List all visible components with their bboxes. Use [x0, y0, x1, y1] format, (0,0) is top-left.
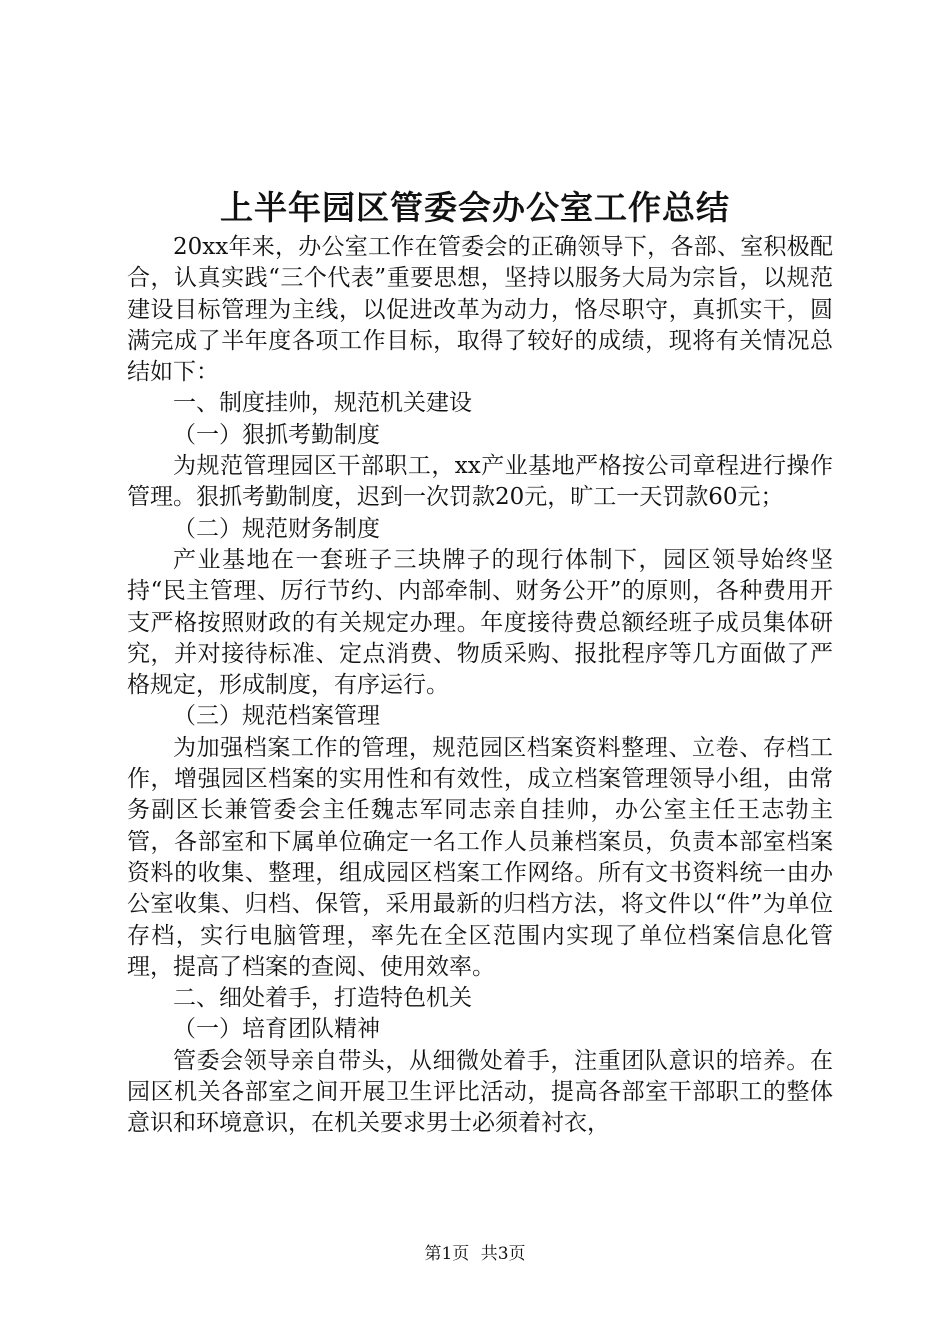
page-footer	[0, 1243, 950, 1265]
subheading-2-1: （一）培育团队精神	[173, 1016, 380, 1043]
subheading-1-2: （二）规范财务制度	[173, 515, 380, 542]
paragraph-attendance: 为规范管理园区干部职工，xx产业基地严格按公司章程进行操作管理。狠抓考勤制度，迟到一次罚款20元，旷工一天罚款60元；	[127, 453, 833, 511]
document-body	[127, 232, 833, 1140]
paragraph-team-spirit: 管委会领导亲自带头，从细微处着手，注重团队意识的培养。在园区机关各部室之间开展卫生评比活动，提高各部室干部职工的整体意识和环境意识，在机关要求男士必须着衬衣，	[127, 1047, 833, 1137]
page-number-total: 共3页	[480, 1244, 526, 1264]
subheading-1-1: （一）狠抓考勤制度	[173, 421, 380, 448]
document-title: 上半年园区管委会办公室工作总结	[220, 188, 730, 227]
subheading-1-3: （三）规范档案管理	[173, 703, 380, 730]
paragraph-intro: 20xx年来，办公室工作在管委会的正确领导下，各部、室积极配合，认真实践“三个代表”重要思想，坚持以服务大局为宗旨，以规范建设目标管理为主线，以促进改革为动力，恪尽职守，真抓实干，圆满完成了半年度各项工作目标，取得了较好的成绩，现将有关情况总结如下：	[127, 234, 833, 386]
page-number-current: 第1页	[424, 1244, 470, 1264]
heading-section-1: 一、制度挂帅，规范机关建设	[173, 390, 472, 417]
paragraph-finance: 产业基地在一套班子三块牌子的现行体制下，园区领导始终坚持“民主管理、厉行节约、内部牵制、财务公开”的原则，各种费用开支严格按照财政的有关规定办理。年度接待费总额经班子成员集体研究，并对接待标准、定点消费、物质采购、报批程序等几方面做了严格规定，形成制度，有序运行。	[127, 546, 833, 699]
paragraph-archives: 为加强档案工作的管理，规范园区档案资料整理、立卷、存档工作，增强园区档案的实用性和有效性，成立档案管理领导小组，由常务副区长兼管委会主任魏志军同志亲自挂帅，办公室主任王志勃主管，各部室和下属单位确定一名工作人员兼档案员，负责本部室档案资料的收集、整理，组成园区档案工作网络。所有文书资料统一由办公室收集、归档、保管，采用最新的归档方法，将文件以“件”为单位存档，实行电脑管理，率先在全区范围内实现了单位档案信息化管理，提高了档案的查阅、使用效率。	[127, 734, 833, 980]
heading-section-2: 二、细处着手，打造特色机关	[173, 985, 472, 1012]
